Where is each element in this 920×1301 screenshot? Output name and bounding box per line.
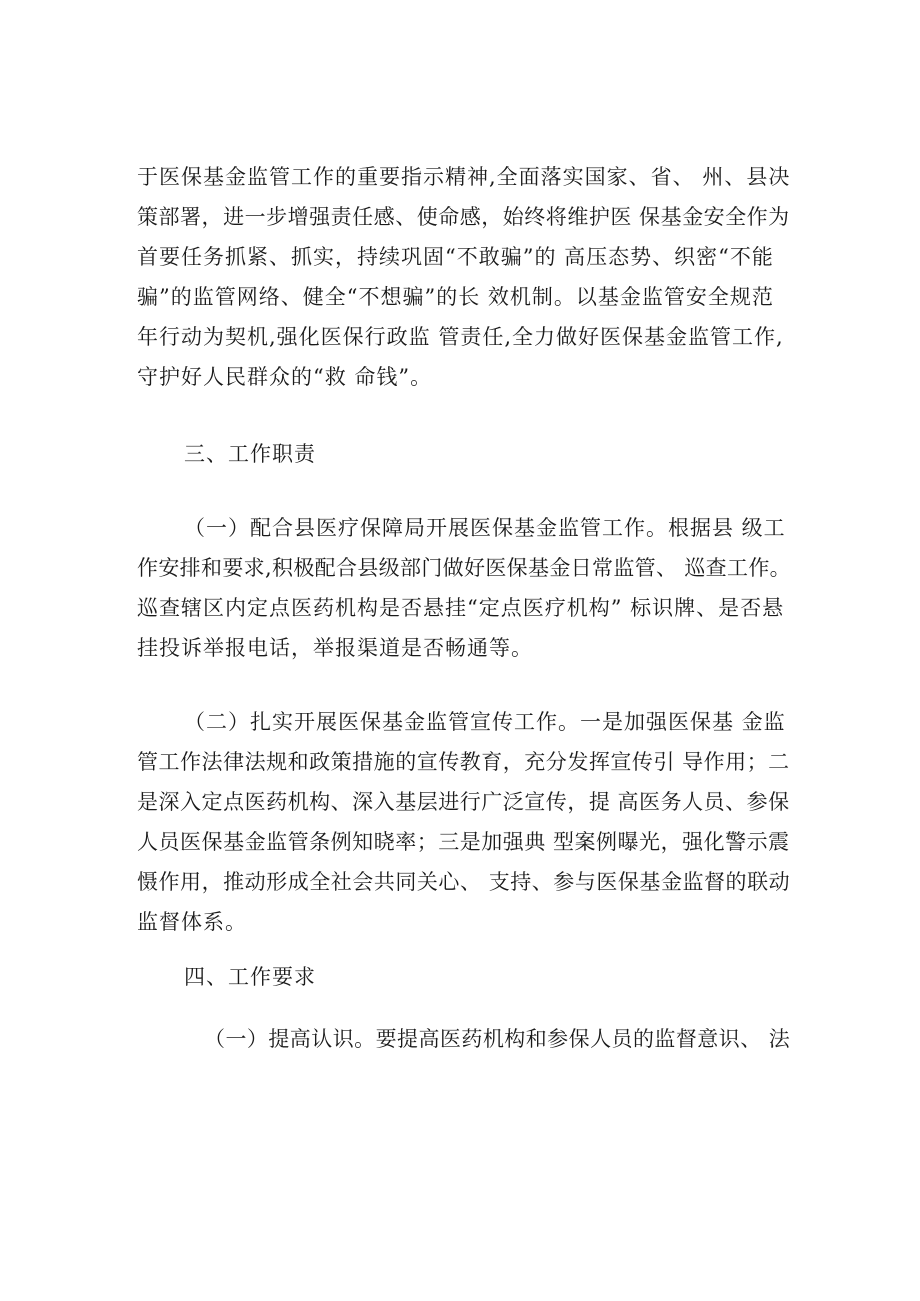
paragraph-1-line-2: 策部署，进一步增强责任感、使命感，始终将维护医 保基金安全作为 [137,205,790,229]
section-3-item-2-line-6: 监督体系。 [137,910,247,934]
paragraph-1-line-1: 于医保基金监管工作的重要指示精神,全面落实国家、省、 州、县决 [137,165,791,189]
section-3-item-1-line-4: 挂投诉举报电话，举报渠道是否畅通等。 [137,636,533,660]
section-3-item-1-line-3: 巡查辖区内定点医药机构是否悬挂“定点医疗机构” 标识牌、是否悬 [137,596,785,620]
paragraph-1-line-4: 骗”的监管网络、健全“不想骗”的长 效机制。以基金监管安全规范 [137,285,774,309]
paragraph-1-line-5: 年行动为契机,强化医保行政监 管责任,全力做好医保基金监管工作, [137,325,784,349]
section-3-item-1-line-1: （一）配合县医疗保障局开展医保基金监管工作。根据县 级工 [184,516,786,540]
section-3-item-1-line-2: 作安排和要求,积极配合县级部门做好医保基金日常监管、 巡查工作。 [137,556,792,580]
section-4-item-1-line-1: （一）提高认识。要提高医药机构和参保人员的监督意识、 法 [204,1027,791,1051]
section-3-item-2-line-1: （二）扎实开展医保基金监管宣传工作。一是加强医保基 金监 [184,710,786,734]
section-3-item-2-line-5: 慑作用，推动形成全社会共同关心、 支持、参与医保基金监督的联动 [137,870,791,894]
paragraph-1-line-6: 守护好人民群众的“救 命钱”。 [137,365,433,389]
section-3-item-2-line-4: 人员医保基金监管条例知晓率；三是加强典 型案例曝光，强化警示震 [137,830,790,854]
section-3-heading: 三、工作职责 [184,442,316,466]
section-3-item-2-line-3: 是深入定点医药机构、深入基层进行广泛宣传，提 高医务人员、参保 [137,790,790,814]
section-4-heading: 四、工作要求 [184,965,316,989]
section-3-item-2-line-2: 管工作法律法规和政策措施的宣传教育，充分发挥宣传引 导作用；二 [137,750,790,774]
paragraph-1-line-3: 首要任务抓紧、抓实，持续巩固“不敢骗”的 高压态势、织密“不能 [137,245,774,269]
